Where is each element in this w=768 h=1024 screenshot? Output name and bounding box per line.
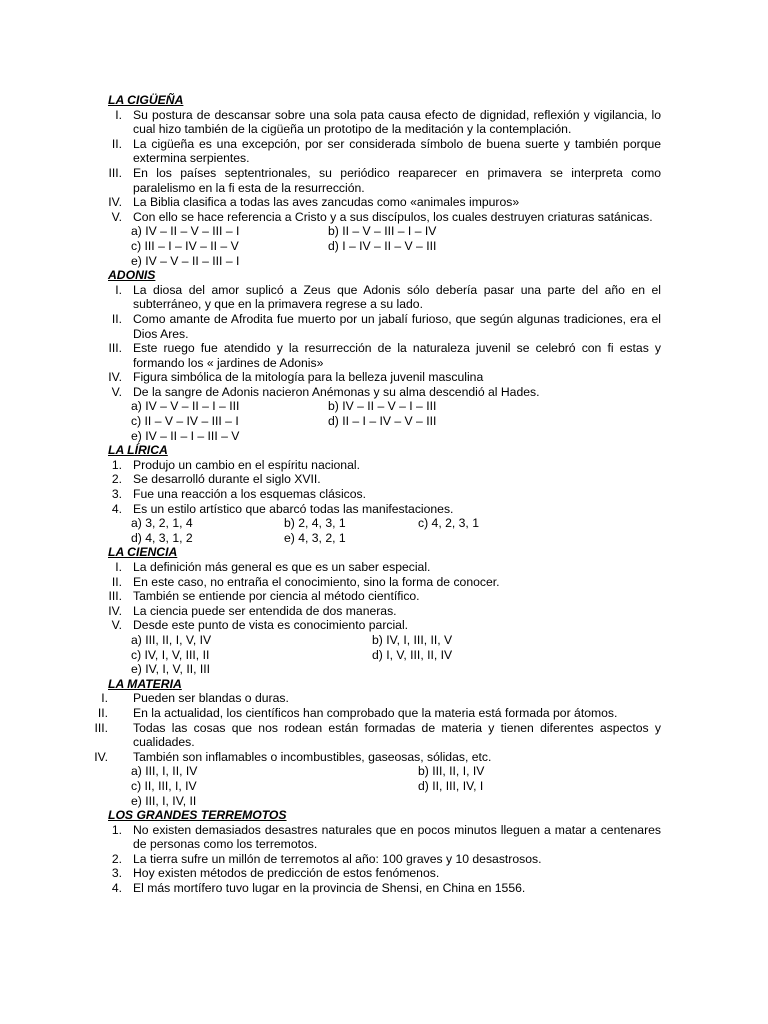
- item-text: En este caso, no entraña el conocimiento, sino la forma de conocer.: [133, 574, 500, 589]
- answer-option: b) IV – II – V – I – III: [328, 399, 437, 414]
- item-text: Con ello se hace referencia a Cristo y a sus discípulos, los cuales destruyen criaturas satánicas.: [133, 209, 653, 224]
- answer-option: a) IV – V – II – I – III: [131, 399, 240, 414]
- item-text: La Biblia clasifica a todas las aves zancudas como «animales impuros»: [133, 195, 520, 210]
- item-text: La cigüeña es una excepción, por ser considerada símbolo de buena suerte y también porque extermina serpientes.: [133, 136, 661, 166]
- section-title: LOS GRANDES TERREMOTOS: [108, 808, 287, 823]
- list-item: [0, 721, 768, 750]
- item-text: La ciencia puede ser entendida de dos maneras.: [133, 603, 397, 618]
- section-title: LA CIENCIA: [108, 545, 178, 560]
- list-item: [0, 589, 768, 604]
- answer-option: e) III, I, IV, II: [131, 793, 197, 808]
- item-number: IV.: [94, 749, 108, 764]
- question-section: [0, 93, 768, 268]
- list-item: [0, 487, 768, 502]
- item-number: IV.: [108, 195, 122, 210]
- item-number: II.: [111, 136, 122, 151]
- section-title: ADONIS: [108, 268, 156, 283]
- item-number: 1.: [111, 457, 122, 472]
- list-item: [0, 370, 768, 385]
- item-number: I.: [115, 560, 122, 574]
- item-text: También son inflamables o incombustibles, gaseosas, sólidas, etc.: [133, 749, 492, 764]
- question-section: [0, 677, 768, 808]
- list-item: [0, 706, 768, 721]
- item-text: Se desarrolló durante el siglo XVII.: [133, 472, 321, 487]
- list-item: [0, 472, 768, 487]
- item-number: II.: [111, 574, 122, 589]
- section-title: LA CIGÜEÑA: [108, 93, 184, 107]
- item-text: Hoy existen métodos de predicción de estos fenómenos.: [133, 866, 440, 881]
- answer-options: [131, 224, 768, 268]
- list-item: [0, 560, 768, 575]
- answer-options: [131, 399, 768, 443]
- list-item: [0, 210, 768, 225]
- answer-option: c) 4, 2, 3, 1: [418, 516, 479, 531]
- answer-option: b) III, II, I, IV: [418, 764, 485, 779]
- item-number: 2.: [111, 851, 122, 866]
- list-item: [0, 852, 768, 867]
- answer-options: [131, 633, 768, 677]
- question-section: [0, 808, 768, 896]
- section-title: LA MATERIA: [108, 676, 182, 691]
- list-item: [0, 108, 768, 137]
- item-text: Como amante de Afrodita fue muerto por un jabalí furioso, que según algunas tradiciones, era el Dios Ares.: [133, 311, 661, 341]
- item-number: V.: [111, 384, 122, 399]
- list-item: [0, 604, 768, 619]
- list-item: [0, 283, 768, 312]
- item-text: También se entiende por ciencia al método científico.: [133, 589, 420, 604]
- item-number: III.: [108, 165, 122, 180]
- list-item: [0, 385, 768, 400]
- list-item: [0, 312, 768, 341]
- answer-option: e) IV – II – I – III – V: [131, 428, 240, 443]
- item-text: Figura simbólica de la mitología para la belleza juvenil masculina: [133, 370, 484, 385]
- answer-options: [131, 764, 768, 808]
- item-number: V.: [111, 209, 122, 224]
- list-item: [0, 618, 768, 633]
- item-number: 4.: [111, 881, 122, 896]
- item-number: II.: [97, 705, 108, 720]
- item-number: 1.: [111, 822, 122, 837]
- item-text: No existen demasiados desastres naturales que en pocos minutos lleguen a matar a centenares de personas como los terremotos.: [133, 822, 661, 852]
- list-item: [0, 823, 768, 852]
- answer-option: b) IV, I, III, II, V: [372, 632, 453, 647]
- answer-option: a) III, II, I, V, IV: [131, 632, 212, 647]
- item-number: III.: [94, 720, 108, 735]
- item-number: I.: [115, 107, 122, 122]
- item-text: Fue una reacción a los esquemas clásicos.: [133, 487, 367, 502]
- answer-options: [131, 516, 768, 545]
- item-text: En la actualidad, los científicos han comprobado que la materia está formada por átomos.: [133, 705, 618, 720]
- item-number: IV.: [108, 603, 122, 618]
- item-text: En los países septentrionales, su periódico reaparecer en primavera se interpreta como paralelismo en la fi esta de la resurrección.: [133, 165, 661, 195]
- question-section: [0, 443, 768, 545]
- answer-option: c) IV, I, V, III, II: [131, 647, 210, 662]
- item-number: II.: [111, 311, 122, 326]
- answer-option: c) II – V – IV – III – I: [131, 414, 239, 429]
- item-text: Su postura de descansar sobre una sola pata causa efecto de dignidad, reflexión y vigilancia, lo cual hizo también de la cigüeña un prototipo de la meditación y la contemplación.: [133, 107, 661, 137]
- answer-option: c) II, III, I, IV: [131, 778, 197, 793]
- answer-option: d) I – IV – II – V – III: [328, 238, 437, 253]
- item-text: Produjo un cambio en el espíritu nacional.: [133, 457, 360, 472]
- item-number: 3.: [111, 487, 122, 502]
- item-text: La tierra sufre un millón de terremotos al año: 100 graves y 10 desastrosos.: [133, 851, 542, 866]
- list-item: [0, 866, 768, 881]
- item-number: III.: [108, 589, 122, 604]
- item-number: I.: [101, 691, 108, 706]
- list-item: [0, 881, 768, 896]
- item-text: Desde este punto de vista es conocimiento parcial.: [133, 618, 409, 633]
- item-number: IV.: [108, 370, 122, 385]
- question-section: [0, 545, 768, 676]
- list-item: [0, 691, 768, 706]
- answer-option: a) 3, 2, 1, 4: [131, 516, 193, 531]
- item-text: El más mortífero tuvo lugar en la provincia de Shensi, en China en 1556.: [133, 881, 526, 896]
- answer-option: c) III – I – IV – II – V: [131, 238, 239, 253]
- answer-option: a) IV – II – V – III – I: [131, 224, 240, 239]
- answer-option: b) 2, 4, 3, 1: [284, 516, 346, 531]
- item-text: Es un estilo artístico que abarcó todas las manifestaciones.: [133, 501, 454, 516]
- answer-option: e) 4, 3, 2, 1: [284, 530, 346, 545]
- list-item: [0, 575, 768, 590]
- list-item: [0, 458, 768, 473]
- list-item: [0, 195, 768, 210]
- item-text: Pueden ser blandas o duras.: [133, 691, 289, 706]
- item-number: 3.: [111, 866, 122, 881]
- list-item: [0, 341, 768, 370]
- section-title: LA LÍRICA: [108, 443, 168, 458]
- item-number: 4.: [111, 501, 122, 516]
- item-number: III.: [108, 341, 122, 356]
- item-text: Este ruego fue atendido y la resurrección de la naturaleza juvenil se celebró con fi estas y formando los « jardines de Adonis»: [133, 341, 661, 370]
- list-item: [0, 166, 768, 195]
- answer-option: d) II – I – IV – V – III: [328, 414, 437, 429]
- answer-option: b) II – V – III – I – IV: [328, 224, 437, 239]
- answer-option: d) II, III, IV, I: [418, 778, 484, 793]
- item-number: I.: [115, 282, 122, 297]
- list-item: [0, 502, 768, 517]
- item-text: Todas las cosas que nos rodean están formadas de materia y tienen diferentes aspectos y cualidades.: [133, 720, 661, 750]
- item-text: La diosa del amor suplicó a Zeus que Adonis sólo debería pasar una parte del año en el subterráneo, y que en la primavera regrese a su lado.: [133, 282, 661, 312]
- answer-option: d) I, V, III, II, IV: [372, 647, 453, 662]
- item-text: De la sangre de Adonis nacieron Anémonas y su alma descendió al Hades.: [133, 384, 540, 399]
- item-number: V.: [111, 618, 122, 633]
- answer-option: d) 4, 3, 1, 2: [131, 530, 193, 545]
- list-item: [0, 750, 768, 765]
- answer-option: a) III, I, II, IV: [131, 764, 198, 779]
- answer-option: e) IV – V – II – III – I: [131, 253, 240, 268]
- item-text: La definición más general es que es un saber especial.: [133, 560, 431, 574]
- list-item: [0, 137, 768, 166]
- answer-option: e) IV, I, V, II, III: [131, 662, 211, 677]
- item-number: 2.: [111, 472, 122, 487]
- question-section: [0, 268, 768, 443]
